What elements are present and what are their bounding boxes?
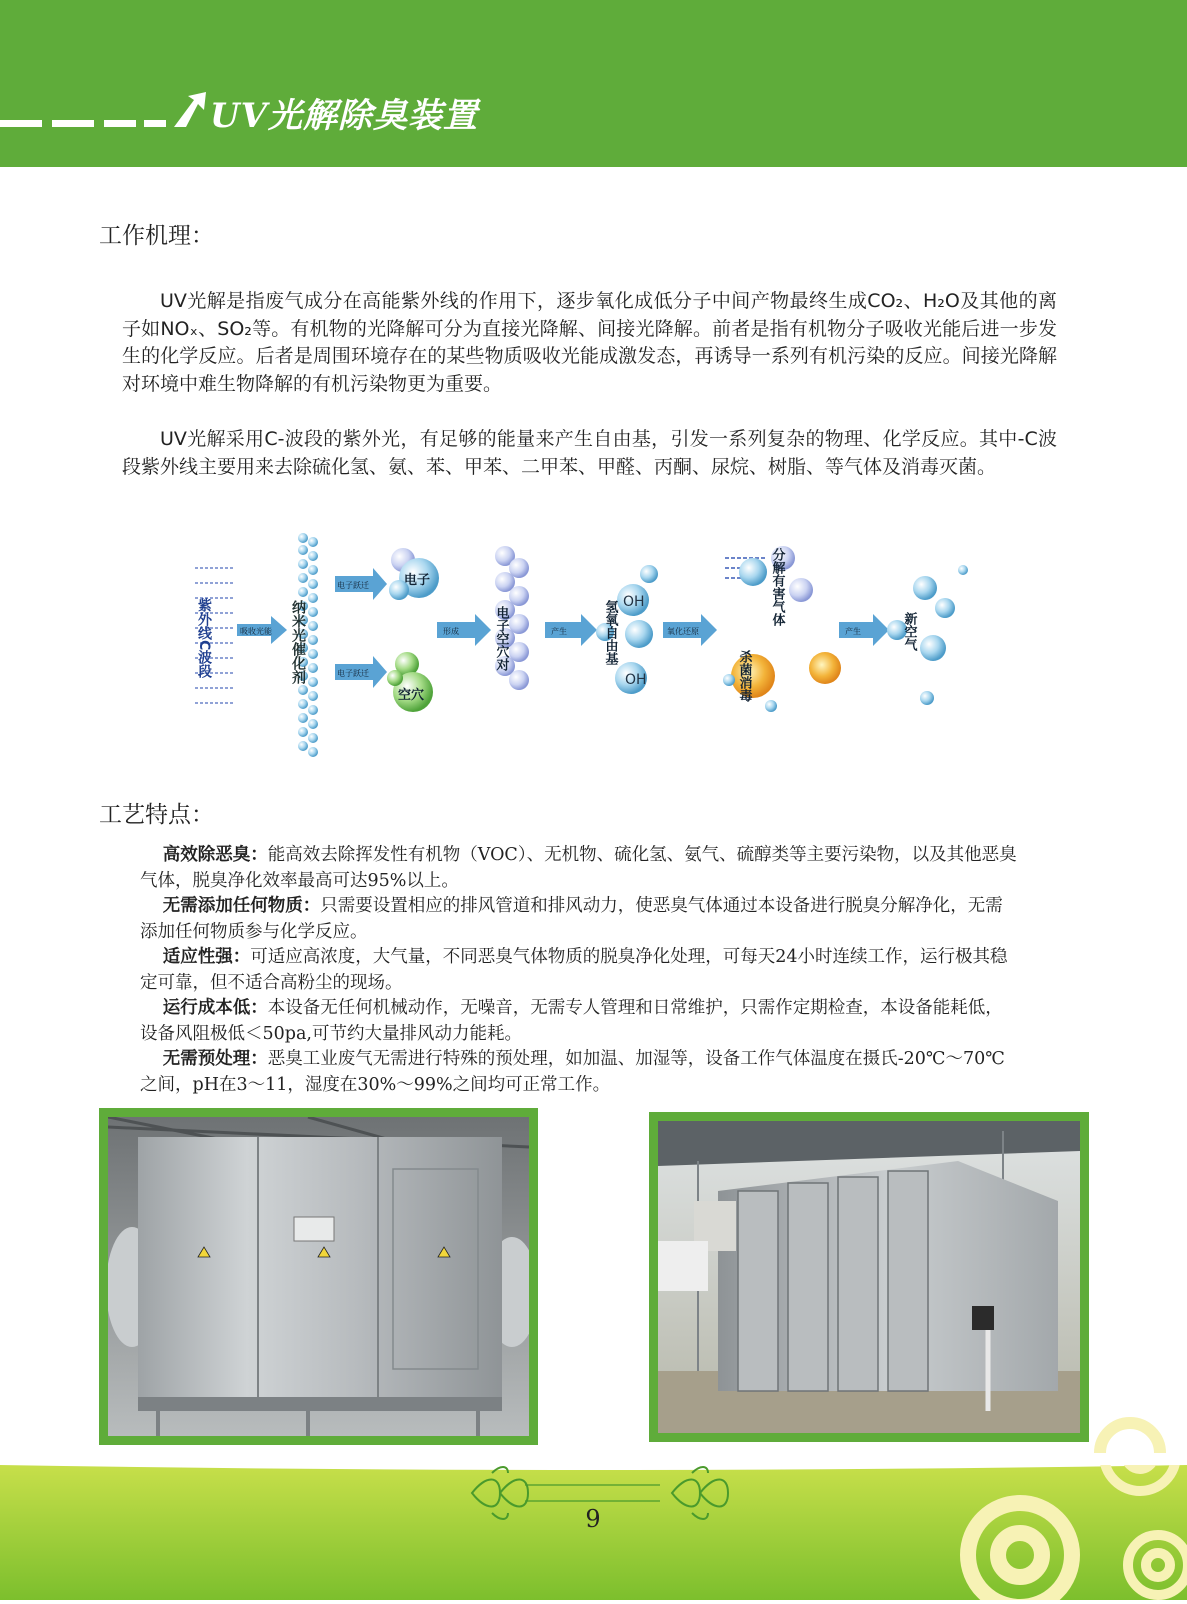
absorb-label: 吸收光能 [240, 627, 272, 636]
feature-text: 可适应高浓度，大气量，不同恶臭气体物质的脱臭净化处理，可每天24小时连续工作，运行极其稳定可靠，但不适合高粉尘的现场。 [140, 947, 1008, 993]
feature-item [140, 843, 1020, 894]
oxidation-reduction-label: 氧化还原 [667, 627, 699, 636]
decompose-label: 分解有害气体 [769, 548, 785, 626]
electron-transition-label: 电子跃迁 [337, 669, 369, 678]
header-dash [144, 120, 166, 127]
electron-label: 电子 [404, 573, 431, 588]
feature-item [140, 996, 1020, 1047]
hydroxyl-radical-label: 氢氧自由基 [602, 600, 618, 665]
feature-text: 恶臭工业废气无需进行特殊的预处理，如加温、加湿等，设备工作气体温度在摄氏-20℃～70℃之间，pH在3～11，湿度在30%～99%之间均可正常工作。 [140, 1049, 1005, 1095]
form-label: 形成 [443, 627, 459, 636]
feature-title: 无需添加任何物质： [162, 896, 321, 916]
sterilize-label: 杀菌消毒 [736, 650, 752, 702]
feature-text: 只需要设置相应的排风管道和排风动力，使恶臭气体通过本设备进行脱臭分解净化，无需添加任何物质参与化学反应。 [140, 896, 1003, 942]
fresh-air-label: 新空气 [901, 612, 917, 651]
mechanism-paragraph-1: UV光解是指废气成分在高能紫外线的作用下，逐步氧化成低分子中间产物最终生成CO₂、H₂O及其他的离子如NOₓ、SO₂等。有机物的光降解可分为直接光降解、间接光降解。前者是指有机物分子吸收光能后进一步发生的化学反应。后者是周围环境存在的某些物质吸收光能成激发态，再诱导一系列有机污染的反应。间接光降解对环境中难生物降解的有机污染物更为重要。 [122, 290, 1057, 395]
oh-label: OH [623, 594, 645, 610]
mechanism-paragraph-2: UV光解采用C-波段的紫外光，有足够的能量来产生自由基，引发一系列复杂的物理、化学反应。其中-C波段紫外线主要用来去除硫化氢、氨、苯、甲苯、二甲苯、甲醛、丙酮、尿烷、树脂、等气体及消毒灭菌。 [122, 428, 1057, 478]
hole-label: 空穴 [398, 688, 425, 703]
header-banner [0, 0, 1187, 167]
uv-label: 紫外线C波段 [196, 598, 212, 679]
feature-title: 运行成本低： [162, 998, 268, 1018]
feature-text: 本设备无任何机械动作，无噪音，无需专人管理和日常维护，只需作定期检查，本设备能耗低，设备风阻极低＜50pa,可节约大量排风动力能耗。 [140, 998, 1003, 1044]
section-heading-features: 工艺特点： [99, 802, 214, 828]
section-heading-mechanism: 工作机理： [99, 223, 214, 249]
feature-title: 适应性强： [162, 947, 251, 967]
oh-label: OH [625, 672, 647, 688]
catalyst-label: 纳米光催化剂 [290, 600, 306, 684]
feature-item [140, 1047, 1020, 1098]
arrow-icon [172, 90, 208, 130]
produce-label: 产生 [551, 627, 567, 636]
page-number: 9 [585, 1505, 601, 1533]
feature-title: 无需预处理： [162, 1049, 268, 1069]
header-dash [52, 120, 94, 127]
equipment-photo-1 [99, 1108, 538, 1445]
feature-item [140, 894, 1020, 945]
produce-label: 产生 [845, 627, 861, 636]
electron-hole-pair-label: 电子空穴对 [493, 606, 509, 671]
electron-transition-label: 电子跃迁 [337, 581, 369, 590]
feature-title: 高效除恶臭： [162, 845, 268, 865]
feature-item [140, 945, 1020, 996]
equipment-photo-2 [649, 1112, 1089, 1442]
feature-text: 能高效去除挥发性有机物（VOC）、无机物、硫化氢、氨气、硫醇类等主要污染物，以及其他恶臭气体，脱臭净化效率最高可达95%以上。 [140, 845, 1017, 891]
header-dash [104, 120, 136, 127]
uv-process-diagram [185, 528, 993, 766]
page-title: UV光解除臭装置 [210, 96, 479, 136]
header-dash [0, 120, 42, 127]
